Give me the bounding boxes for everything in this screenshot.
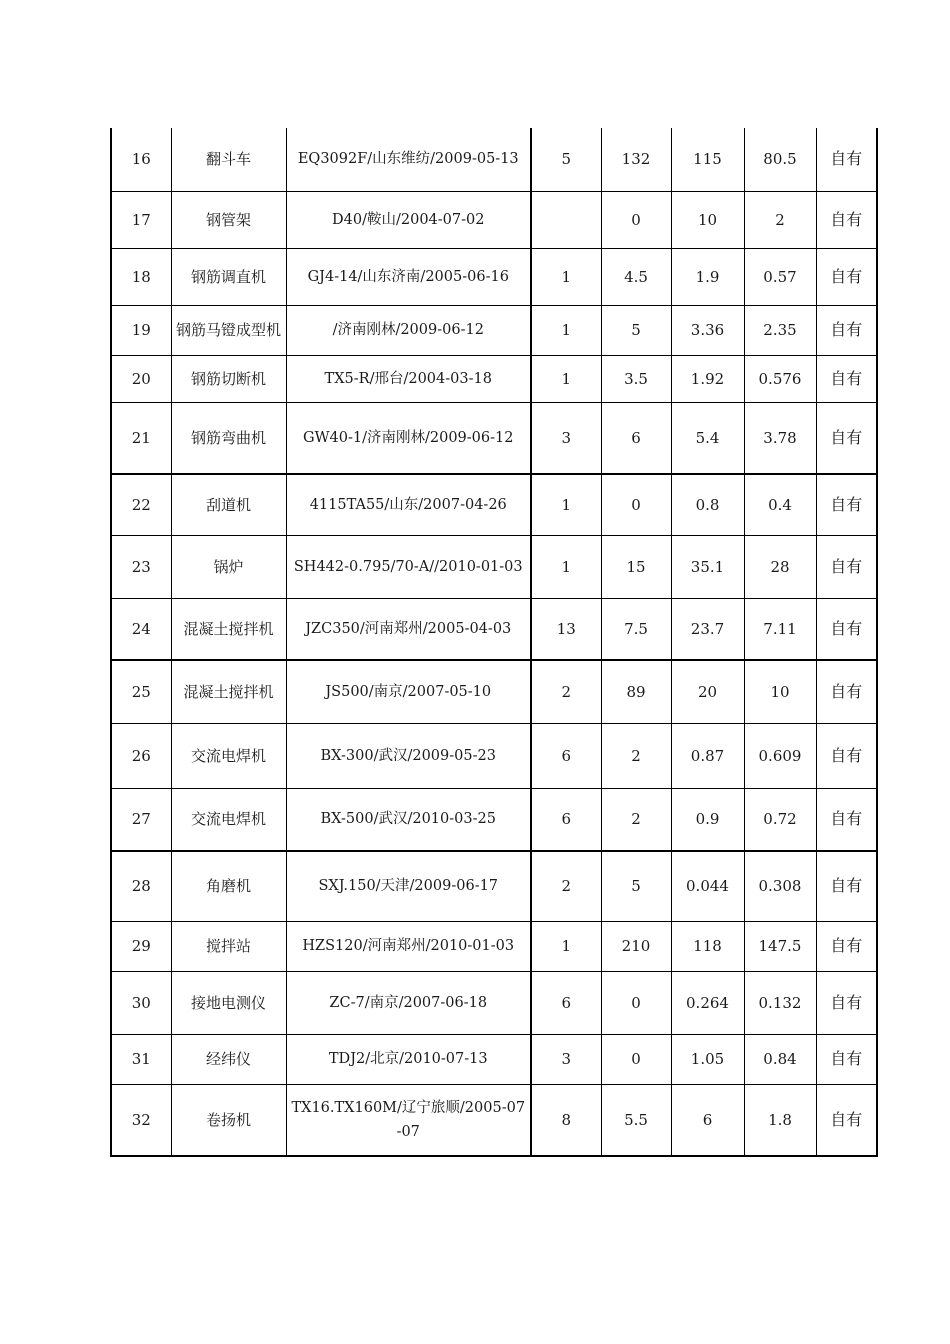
cell-rated-power: 0: [601, 971, 671, 1034]
cell-model-origin-date: BX-500/武汉/2010-03-25: [286, 788, 531, 851]
table-row: [111, 128, 877, 191]
cell-net-value: 147.5: [744, 921, 816, 971]
cell-ownership: 自有: [816, 305, 877, 355]
cell-no: 21: [111, 402, 171, 474]
cell-net-value: 0.576: [744, 355, 816, 402]
table-row: [111, 191, 877, 248]
cell-net-value: 0.72: [744, 788, 816, 851]
cell-original-value: 6: [671, 1084, 744, 1156]
cell-equipment-name: 交流电焊机: [171, 788, 286, 851]
cell-net-value: 10: [744, 660, 816, 723]
cell-no: 24: [111, 598, 171, 660]
cell-quantity: 1: [531, 305, 601, 355]
cell-equipment-name: 混凝土搅拌机: [171, 598, 286, 660]
cell-equipment-name: 钢筋马镫成型机: [171, 305, 286, 355]
cell-model-origin-date: 4115TA55/山东/2007-04-26: [286, 474, 531, 535]
table-row: [111, 474, 877, 535]
cell-model-origin-date: JS500/南京/2007-05-10: [286, 660, 531, 723]
cell-quantity: 5: [531, 128, 601, 191]
cell-original-value: 118: [671, 921, 744, 971]
cell-quantity: 3: [531, 402, 601, 474]
table-row: [111, 598, 877, 660]
cell-no: 32: [111, 1084, 171, 1156]
cell-no: 22: [111, 474, 171, 535]
table-row: [111, 788, 877, 851]
cell-ownership: 自有: [816, 723, 877, 788]
cell-equipment-name: 翻斗车: [171, 128, 286, 191]
cell-rated-power: 7.5: [601, 598, 671, 660]
cell-rated-power: 6: [601, 402, 671, 474]
cell-no: 18: [111, 248, 171, 305]
cell-equipment-name: 锅炉: [171, 535, 286, 598]
cell-ownership: 自有: [816, 1084, 877, 1156]
cell-net-value: 0.84: [744, 1034, 816, 1084]
cell-model-origin-date: JZC350/河南郑州/2005-04-03: [286, 598, 531, 660]
cell-original-value: 0.264: [671, 971, 744, 1034]
cell-rated-power: 5: [601, 851, 671, 921]
cell-original-value: 115: [671, 128, 744, 191]
cell-model-origin-date: D40/鞍山/2004-07-02: [286, 191, 531, 248]
table-row: [111, 305, 877, 355]
cell-net-value: 0.308: [744, 851, 816, 921]
equipment-table-page: [110, 128, 876, 1157]
cell-model-origin-date: HZS120/河南郑州/2010-01-03: [286, 921, 531, 971]
cell-equipment-name: 卷扬机: [171, 1084, 286, 1156]
cell-no: 20: [111, 355, 171, 402]
table-row: [111, 535, 877, 598]
cell-ownership: 自有: [816, 128, 877, 191]
cell-rated-power: 132: [601, 128, 671, 191]
cell-model-origin-date: SXJ.150/天津/2009-06-17: [286, 851, 531, 921]
cell-equipment-name: 接地电测仪: [171, 971, 286, 1034]
cell-ownership: 自有: [816, 535, 877, 598]
cell-quantity: 1: [531, 248, 601, 305]
equipment-table: [110, 128, 878, 1157]
cell-net-value: 3.78: [744, 402, 816, 474]
cell-model-origin-date: TX16.TX160M/辽宁旅顺/2005-07-07: [286, 1084, 531, 1156]
cell-net-value: 0.57: [744, 248, 816, 305]
table-row: [111, 660, 877, 723]
table-row: [111, 355, 877, 402]
cell-ownership: 自有: [816, 660, 877, 723]
cell-original-value: 5.4: [671, 402, 744, 474]
cell-quantity: 2: [531, 851, 601, 921]
cell-rated-power: 0: [601, 191, 671, 248]
cell-model-origin-date: EQ3092F/山东维纺/2009-05-13: [286, 128, 531, 191]
cell-rated-power: 5.5: [601, 1084, 671, 1156]
cell-net-value: 2.35: [744, 305, 816, 355]
cell-no: 29: [111, 921, 171, 971]
cell-equipment-name: 钢管架: [171, 191, 286, 248]
table-row: [111, 723, 877, 788]
cell-ownership: 自有: [816, 921, 877, 971]
cell-ownership: 自有: [816, 355, 877, 402]
cell-original-value: 0.044: [671, 851, 744, 921]
cell-ownership: 自有: [816, 402, 877, 474]
cell-ownership: 自有: [816, 248, 877, 305]
cell-original-value: 0.9: [671, 788, 744, 851]
cell-model-origin-date: TDJ2/北京/2010-07-13: [286, 1034, 531, 1084]
cell-no: 26: [111, 723, 171, 788]
cell-ownership: 自有: [816, 191, 877, 248]
cell-net-value: 28: [744, 535, 816, 598]
cell-quantity: 1: [531, 355, 601, 402]
cell-net-value: 80.5: [744, 128, 816, 191]
cell-ownership: 自有: [816, 474, 877, 535]
cell-rated-power: 4.5: [601, 248, 671, 305]
cell-no: 31: [111, 1034, 171, 1084]
cell-rated-power: 89: [601, 660, 671, 723]
cell-model-origin-date: TX5-R/邢台/2004-03-18: [286, 355, 531, 402]
cell-rated-power: 2: [601, 788, 671, 851]
cell-rated-power: 0: [601, 474, 671, 535]
cell-equipment-name: 混凝土搅拌机: [171, 660, 286, 723]
cell-original-value: 1.05: [671, 1034, 744, 1084]
cell-model-origin-date: ZC-7/南京/2007-06-18: [286, 971, 531, 1034]
cell-no: 23: [111, 535, 171, 598]
cell-quantity: 6: [531, 971, 601, 1034]
cell-equipment-name: 钢筋调直机: [171, 248, 286, 305]
cell-equipment-name: 经纬仪: [171, 1034, 286, 1084]
cell-model-origin-date: GW40-1/济南刚林/2009-06-12: [286, 402, 531, 474]
cell-no: 16: [111, 128, 171, 191]
cell-ownership: 自有: [816, 851, 877, 921]
cell-original-value: 10: [671, 191, 744, 248]
cell-quantity: 6: [531, 723, 601, 788]
cell-net-value: 7.11: [744, 598, 816, 660]
cell-rated-power: 15: [601, 535, 671, 598]
table-row: [111, 921, 877, 971]
cell-quantity: 13: [531, 598, 601, 660]
cell-ownership: 自有: [816, 598, 877, 660]
cell-original-value: 0.8: [671, 474, 744, 535]
cell-model-origin-date: BX-300/武汉/2009-05-23: [286, 723, 531, 788]
table-row: [111, 851, 877, 921]
cell-model-origin-date: GJ4-14/山东济南/2005-06-16: [286, 248, 531, 305]
cell-equipment-name: 交流电焊机: [171, 723, 286, 788]
cell-quantity: 1: [531, 474, 601, 535]
cell-rated-power: 5: [601, 305, 671, 355]
cell-quantity: 6: [531, 788, 601, 851]
cell-rated-power: 3.5: [601, 355, 671, 402]
cell-rated-power: 0: [601, 1034, 671, 1084]
cell-no: 30: [111, 971, 171, 1034]
cell-net-value: 0.609: [744, 723, 816, 788]
cell-no: 17: [111, 191, 171, 248]
cell-no: 25: [111, 660, 171, 723]
cell-net-value: 2: [744, 191, 816, 248]
cell-ownership: 自有: [816, 788, 877, 851]
cell-no: 19: [111, 305, 171, 355]
cell-quantity: 3: [531, 1034, 601, 1084]
cell-net-value: 1.8: [744, 1084, 816, 1156]
cell-original-value: 1.92: [671, 355, 744, 402]
cell-model-origin-date: SH442-0.795/70-A//2010-01-03: [286, 535, 531, 598]
cell-original-value: 1.9: [671, 248, 744, 305]
cell-equipment-name: 角磨机: [171, 851, 286, 921]
cell-quantity: 8: [531, 1084, 601, 1156]
cell-net-value: 0.4: [744, 474, 816, 535]
cell-no: 27: [111, 788, 171, 851]
cell-quantity: 1: [531, 535, 601, 598]
cell-equipment-name: 搅拌站: [171, 921, 286, 971]
cell-equipment-name: 钢筋切断机: [171, 355, 286, 402]
table-row: [111, 402, 877, 474]
cell-equipment-name: 钢筋弯曲机: [171, 402, 286, 474]
cell-no: 28: [111, 851, 171, 921]
cell-quantity: [531, 191, 601, 248]
cell-original-value: 23.7: [671, 598, 744, 660]
table-body: [111, 128, 877, 1156]
cell-original-value: 3.36: [671, 305, 744, 355]
cell-ownership: 自有: [816, 971, 877, 1034]
table-row: [111, 248, 877, 305]
cell-quantity: 2: [531, 660, 601, 723]
cell-equipment-name: 刮道机: [171, 474, 286, 535]
table-row: [111, 971, 877, 1034]
cell-net-value: 0.132: [744, 971, 816, 1034]
cell-rated-power: 210: [601, 921, 671, 971]
cell-model-origin-date: /济南刚林/2009-06-12: [286, 305, 531, 355]
table-row: [111, 1084, 877, 1156]
cell-original-value: 0.87: [671, 723, 744, 788]
cell-ownership: 自有: [816, 1034, 877, 1084]
cell-original-value: 35.1: [671, 535, 744, 598]
cell-quantity: 1: [531, 921, 601, 971]
table-row: [111, 1034, 877, 1084]
cell-rated-power: 2: [601, 723, 671, 788]
cell-original-value: 20: [671, 660, 744, 723]
